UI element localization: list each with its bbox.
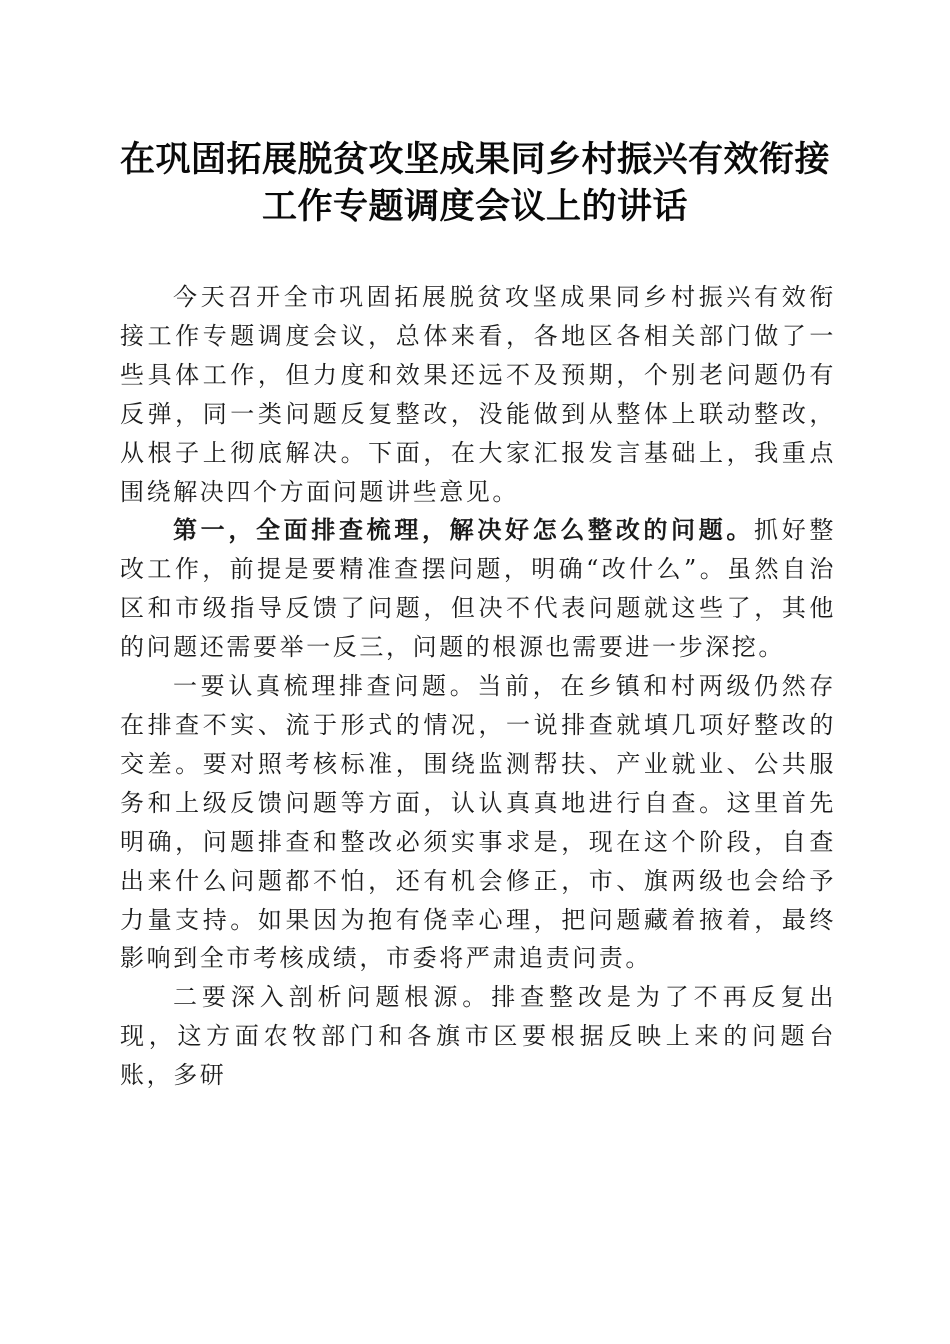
paragraph-text: 一要认真梳理排查问题。当前，在乡镇和村两级仍然存在排查不实、流于形式的情况，一说排查就填几项好整改的交差。要对照考核标准，围绕监测帮扶、产业就业、公共服务和上级反馈问题等方面，认认真真地进行自查。这里首先明确，问题排查和整改必须实事求是，现在这个阶段，自查出来什么问题都不怕，还有机会修正，市、旗两级也会给予力量支持。如果因为抱有侥幸心理，把问题藏着掖着，最终影响到全市考核成绩，市委将严肃追责问责。 (120, 672, 836, 973)
paragraph-point-two (120, 978, 836, 1095)
title-line-2: 工作专题调度会议上的讲话 (261, 186, 688, 227)
paragraph-text: 今天召开全市巩固拓展脱贫攻坚成果同乡村振兴有效衔接工作专题调度会议，总体来看，各地区各相关部门做了一些具体工作，但力度和效果还远不及预期，个别老问题仍有反弹，同一类问题反复整改，没能做到从整体上联动整改，从根子上彻底解决。下面，在大家汇报发言基础上，我重点围绕解决四个方面问题讲些意见。 (120, 283, 836, 506)
paragraph-text: 二要深入剖析问题根源。排查整改是为了不再反复出现，这方面农牧部门和各旗市区要根据反映上来的问题台账，多研 (120, 983, 836, 1090)
document-title (100, 136, 850, 230)
paragraph-section-one (120, 511, 836, 667)
paragraph-point-one (120, 667, 836, 978)
title-line-1: 在巩固拓展脱贫攻坚成果同乡村振兴有效衔接 (119, 139, 830, 180)
paragraph-text: 抓好整改工作，前提是要精准查摆问题，明确“改什么”。虽然自治区和市级指导反馈了问题，但决不代表问题就这些了，其他的问题还需要举一反三，问题的根源也需要进一步深挖。 (120, 516, 836, 662)
document-body (120, 278, 836, 1095)
section-heading: 第一，全面排查梳理，解决好怎么整改的问题。 (173, 515, 755, 545)
paragraph-intro (120, 278, 836, 511)
